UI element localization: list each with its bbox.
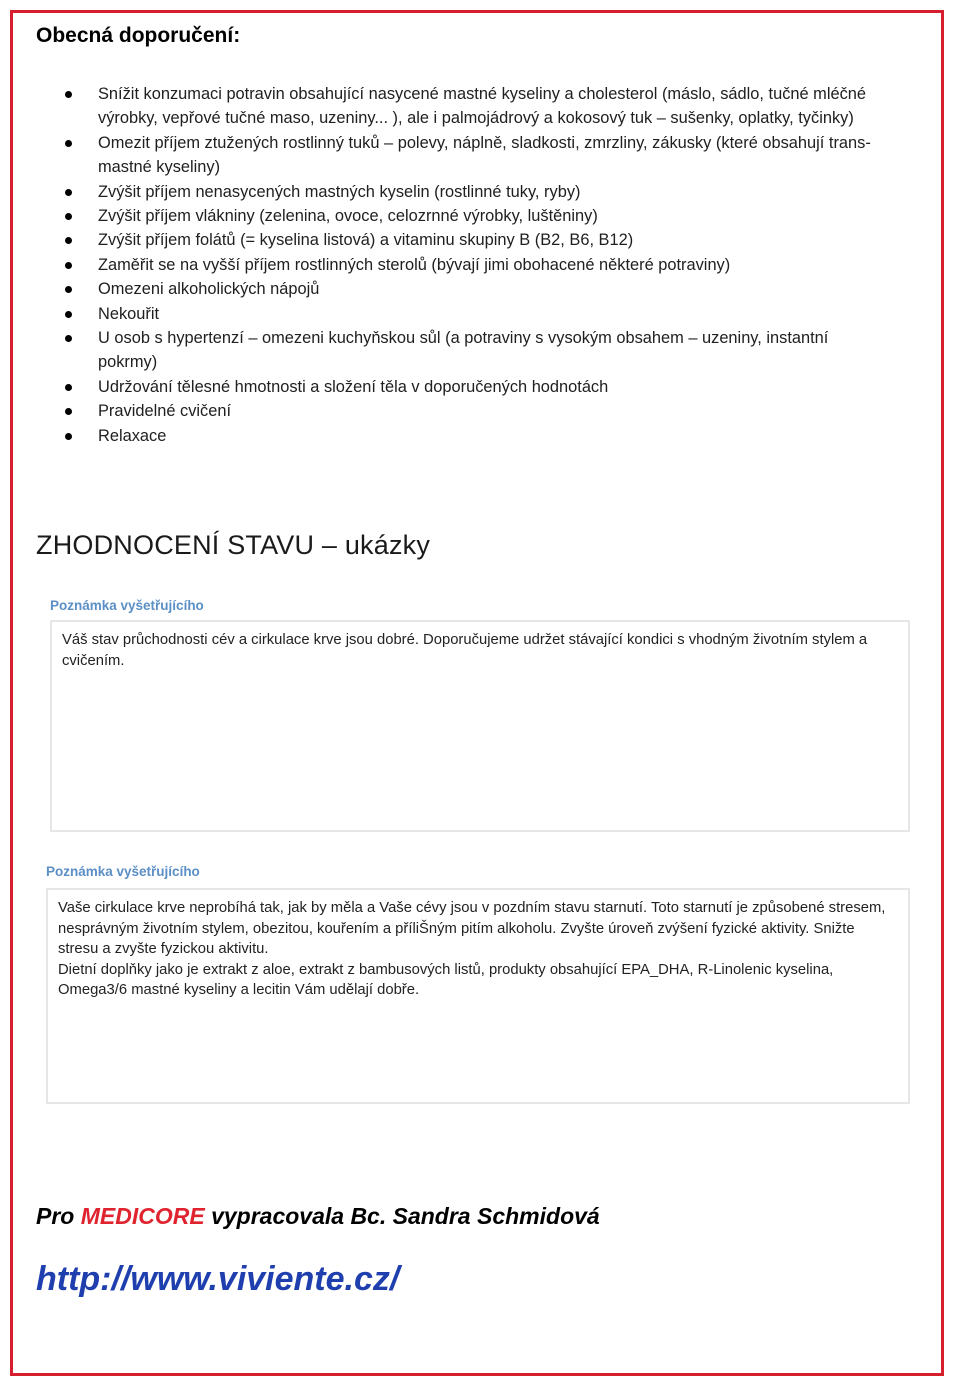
list-item <box>62 180 892 204</box>
list-item <box>62 302 892 326</box>
list-item-text: Pravidelné cvičení <box>98 402 232 421</box>
list-item-text: Omezeni alkoholických nápojů <box>98 280 320 299</box>
list-item <box>62 82 892 131</box>
list-item-text: Zvýšit příjem nenasycených mastných kyselin (rostlinné tuky, ryby) <box>98 182 581 201</box>
website-link[interactable]: http://www.viviente.cz/ <box>36 1260 400 1298</box>
note-1-label: Poznámka vyšetřujícího <box>50 598 204 613</box>
bullet-icon <box>65 213 72 220</box>
list-item <box>62 375 892 399</box>
list-item <box>62 204 892 228</box>
list-item <box>62 399 892 423</box>
list-item <box>62 253 892 277</box>
list-item-text: U osob s hypertenzí – omezeni kuchyňskou sůl (a potraviny s vysokým obsahem – uzeniny, instantní pokrmy) <box>98 329 829 372</box>
list-item-text: Nekouřit <box>98 304 160 323</box>
bullet-icon <box>65 408 72 415</box>
list-item-text: Zvýšit příjem folátů (= kyselina listová) a vitaminu skupiny B (B2, B6, B12) <box>98 231 634 250</box>
bullet-icon <box>65 286 72 293</box>
list-item <box>62 424 892 448</box>
bullet-icon <box>65 311 72 318</box>
list-item-text: Zaměřit se na vyšší příjem rostlinných sterolů (bývají jimi obohacené některé potraviny) <box>98 255 731 274</box>
bullet-icon <box>65 140 72 147</box>
footer-credit <box>36 1203 600 1230</box>
note-1-box <box>50 620 910 832</box>
note-1-text: Váš stav průchodnosti cév a cirkulace krve jsou dobré. Doporučujeme udržet stávající kondici s vhodným životním stylem a cvičením. <box>62 632 868 669</box>
list-item-text: Zvýšit příjem vlákniny (zelenina, ovoce, celozrnné výrobky, luštěniny) <box>98 207 598 226</box>
note-2-box <box>46 888 910 1104</box>
list-item-text: Relaxace <box>98 426 167 445</box>
footer-suffix: vypracovala Bc. Sandra Schmidová <box>204 1203 600 1229</box>
footer-prefix: Pro <box>36 1203 81 1229</box>
bullet-icon <box>65 335 72 342</box>
list-item <box>62 228 892 252</box>
brand-name: MEDICORE <box>80 1203 205 1229</box>
list-item-text: Udržování tělesné hmotnosti a složení těla v doporučených hodnotách <box>98 377 609 396</box>
note-2-text-1: Vaše cirkulace krve neprobíhá tak, jak by měla a Vaše cévy jsou v pozdním stavu starnutí. Toto starnutí je způsobené stresem, nesprávným životním stylem, obezitou, kouřením a příliŠným pitím alkoholu. Zvyšte úroveň zvýšení fyzické aktivity. Snižte stresu a zvyšte fyzickou aktivitu. <box>58 900 886 957</box>
list-item-text: Omezit příjem ztužených rostlinný tuků – polevy, náplně, sladkosti, zmrzliny, zákusky (které obsahují trans- mastné kyseliny) <box>98 133 871 177</box>
note-2-label: Poznámka vyšetřujícího <box>46 864 200 879</box>
bullet-icon <box>65 262 72 269</box>
list-item-text: Snížit konzumaci potravin obsahující nasycené mastné kyseliny a cholesterol (máslo, sádlo, tučné mléčné výrobky, vepřové tučné maso, uzeniny... ), ale i palmojádrový a kokosový tuk – sušenky, oplatky, tyčinky) <box>98 85 867 128</box>
note-2-text-2: Dietní doplňky jako je extrakt z aloe, extrakt z bambusových listů, produkty obsahující EPA_DHA, R-Linolenic kyselina, Omega3/6 mastné kyseliny a lecitin Vám udělají dobře. <box>58 961 834 998</box>
list-item <box>62 277 892 301</box>
bullet-icon <box>65 189 72 196</box>
bullet-icon <box>65 237 72 244</box>
bullet-icon <box>65 384 72 391</box>
bullet-icon <box>65 91 72 98</box>
general-recommendations-heading: Obecná doporučení: <box>36 24 241 47</box>
bullet-icon <box>65 433 72 440</box>
assessment-title: ZHODNOCENÍ STAVU – ukázky <box>36 530 431 560</box>
list-item <box>62 131 892 180</box>
recommendations-list <box>62 82 892 448</box>
list-item <box>62 326 892 375</box>
